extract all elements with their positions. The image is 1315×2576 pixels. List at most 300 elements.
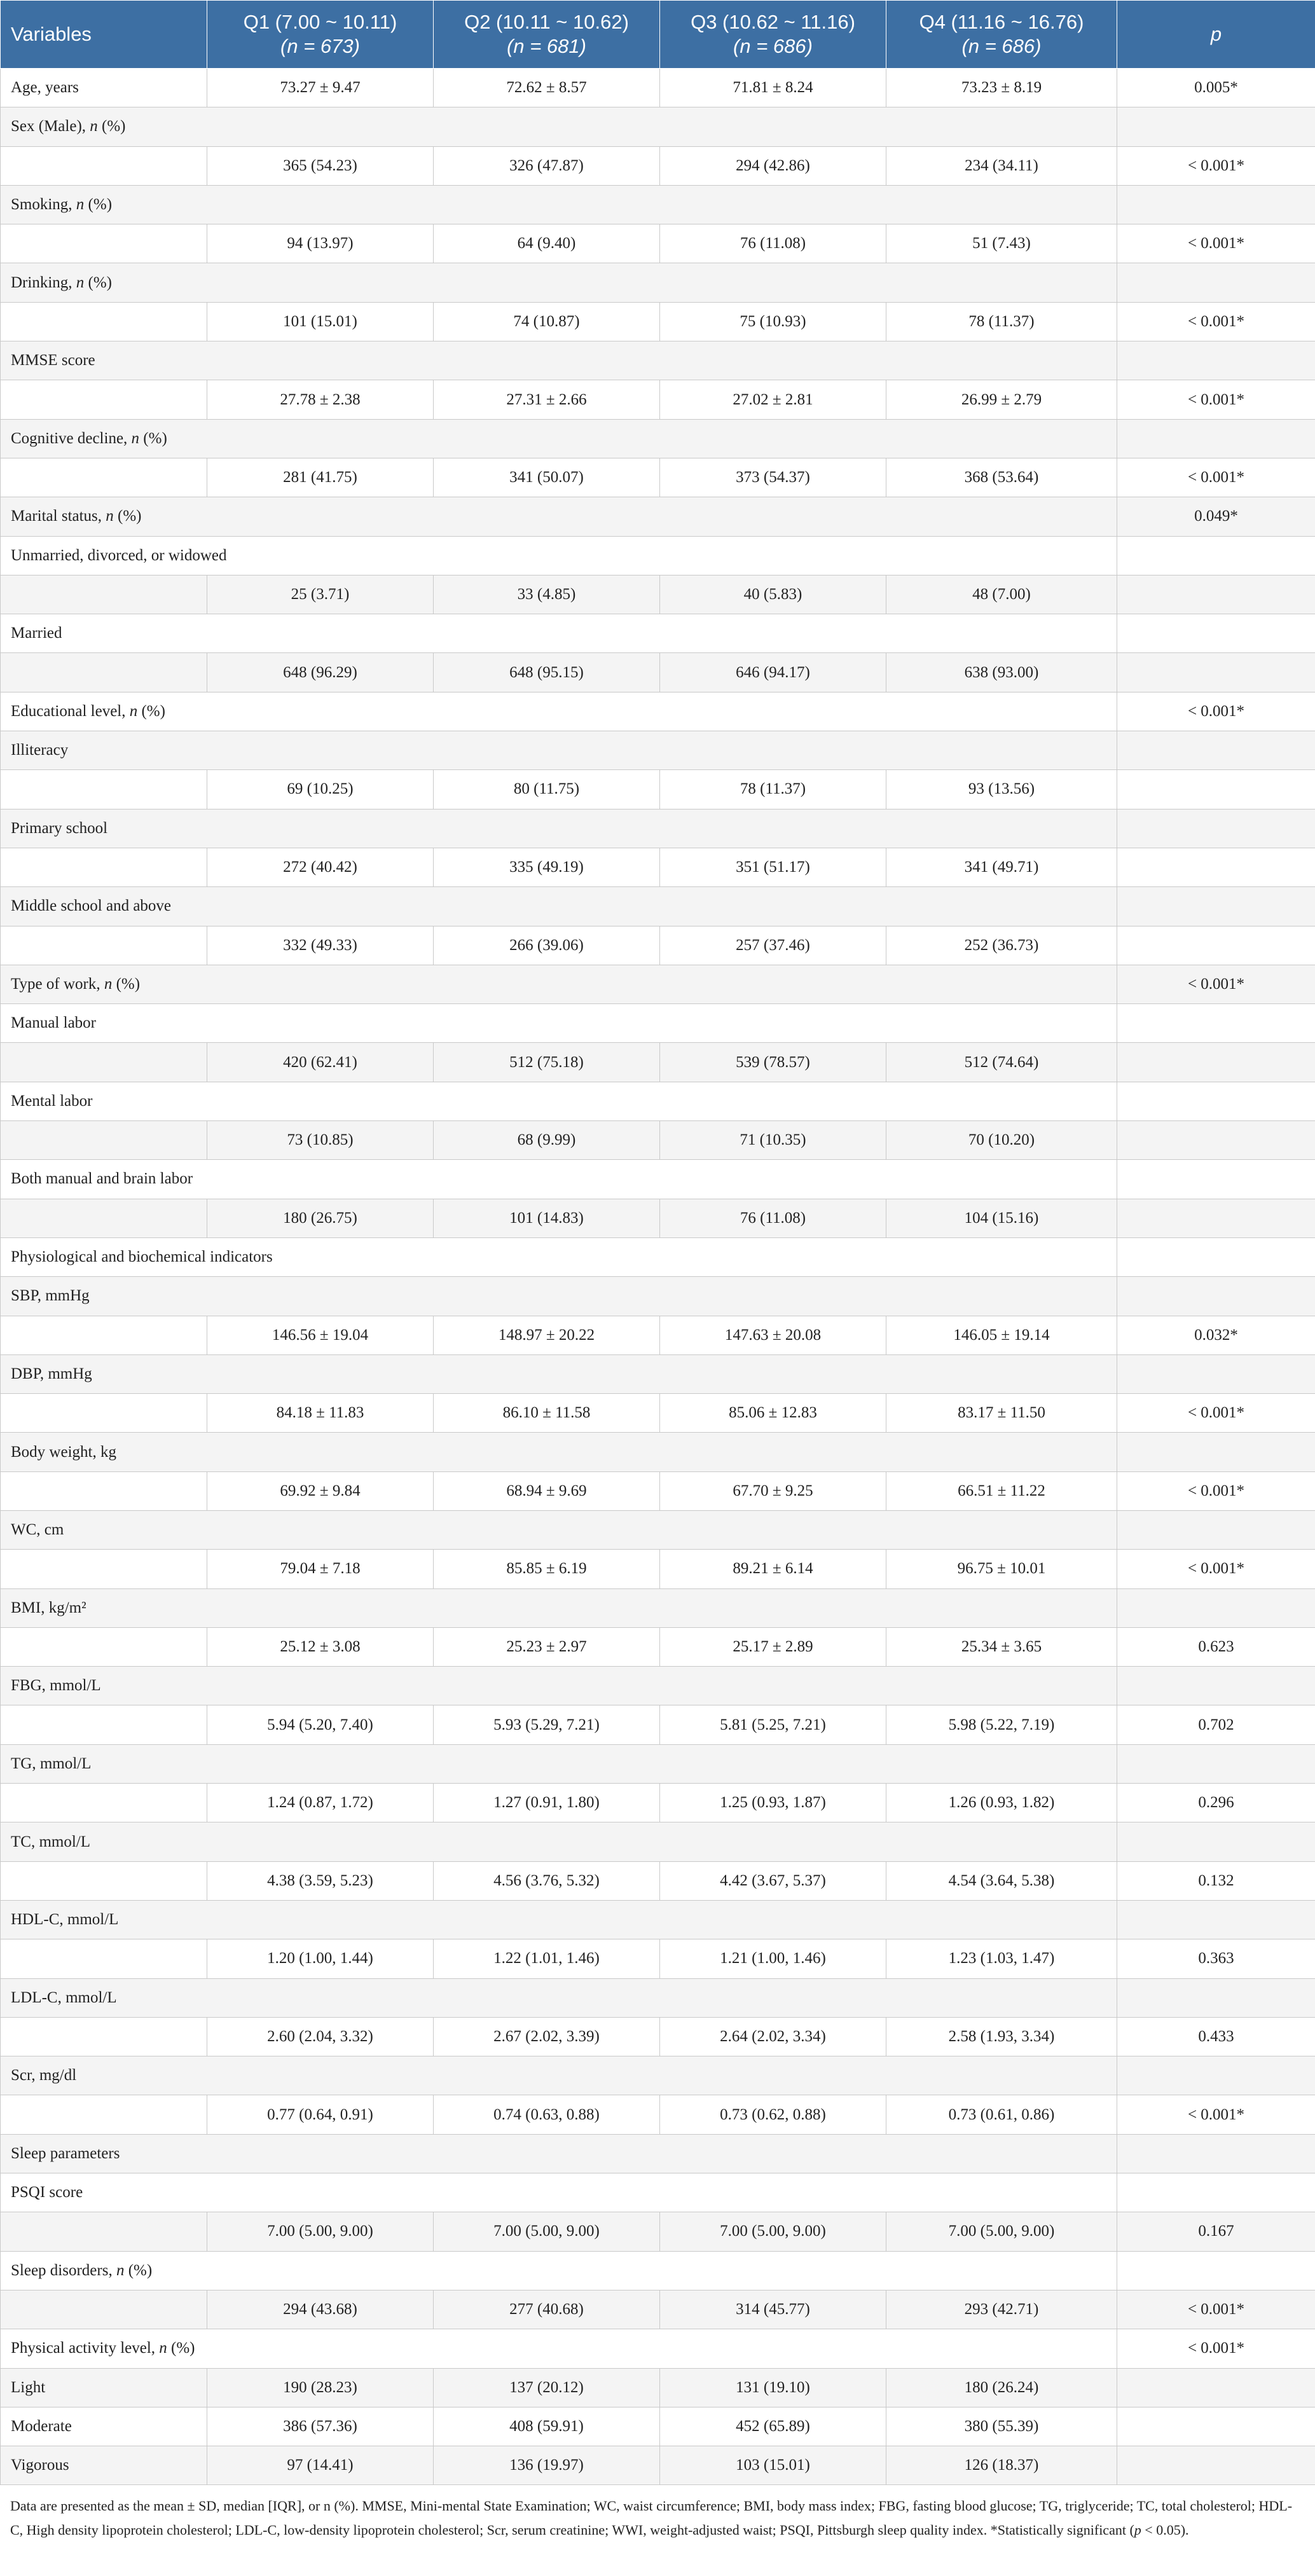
q3-value-cell: 5.81 (5.25, 7.21) <box>660 1705 886 1744</box>
q1-value-cell: 73 (10.85) <box>207 1121 434 1160</box>
q2-value-cell: 136 (19.97) <box>434 2446 660 2485</box>
q1-value-cell: 7.00 (5.00, 9.00) <box>207 2212 434 2251</box>
q4-value-cell: 48 (7.00) <box>886 575 1117 614</box>
p-value-cell <box>1117 1978 1315 2017</box>
q4-value-cell: 146.05 ± 19.14 <box>886 1316 1117 1354</box>
variable-label: Sex (Male), n (%) <box>1 107 1117 146</box>
q3-value-cell: 1.25 (0.93, 1.87) <box>660 1784 886 1822</box>
row-label-cell <box>1 2212 207 2251</box>
table-row <box>1 458 1315 497</box>
q2-value-cell: 68 (9.99) <box>434 1121 660 1160</box>
p-value-cell <box>1117 2251 1315 2290</box>
q4-value-cell: 5.98 (5.22, 7.19) <box>886 1705 1117 1744</box>
variable-label-row <box>1 536 1315 575</box>
p-value-cell: < 0.001* <box>1117 146 1315 185</box>
q3-value-cell: 76 (11.08) <box>660 1199 886 1237</box>
q2-value-cell: 512 (75.18) <box>434 1043 660 1082</box>
p-value-cell: < 0.001* <box>1117 380 1315 419</box>
q4-value-cell: 126 (18.37) <box>886 2446 1117 2485</box>
q3-value-cell: 76 (11.08) <box>660 224 886 263</box>
q4-value-cell: 341 (49.71) <box>886 848 1117 886</box>
variable-label: Educational level, n (%) <box>1 692 1117 731</box>
q1-value-cell: 365 (54.23) <box>207 146 434 185</box>
q1-value-cell: 69.92 ± 9.84 <box>207 1471 434 1510</box>
row-label-cell <box>1 770 207 809</box>
row-label-cell <box>1 1394 207 1433</box>
variable-label: Illiteracy <box>1 731 1117 770</box>
q3-value-cell: 85.06 ± 12.83 <box>660 1394 886 1433</box>
variable-label-row <box>1 809 1315 848</box>
row-label-cell <box>1 1471 207 1510</box>
header-q1-n: (n = 673) <box>280 35 360 57</box>
p-value-cell <box>1117 1160 1315 1199</box>
variable-label-row <box>1 2251 1315 2290</box>
q4-value-cell: 252 (36.73) <box>886 926 1117 965</box>
q2-value-cell: 4.56 (3.76, 5.32) <box>434 1861 660 1900</box>
table-row <box>1 1394 1315 1433</box>
q2-value-cell: 7.00 (5.00, 9.00) <box>434 2212 660 2251</box>
q3-value-cell: 0.73 (0.62, 0.88) <box>660 2095 886 2134</box>
q1-value-cell: 97 (14.41) <box>207 2446 434 2485</box>
q4-value-cell: 70 (10.20) <box>886 1121 1117 1160</box>
variable-label: Middle school and above <box>1 887 1117 926</box>
variable-label-row <box>1 1160 1315 1199</box>
q2-value-cell: 1.27 (0.91, 1.80) <box>434 1784 660 1822</box>
q4-value-cell: 380 (55.39) <box>886 2407 1117 2446</box>
q2-value-cell: 148.97 ± 20.22 <box>434 1316 660 1354</box>
q1-value-cell: 272 (40.42) <box>207 848 434 886</box>
q1-value-cell: 648 (96.29) <box>207 653 434 692</box>
table-row <box>1 575 1315 614</box>
p-value-cell: < 0.001* <box>1117 302 1315 341</box>
table-row <box>1 224 1315 263</box>
p-value-cell <box>1117 809 1315 848</box>
p-value-cell <box>1117 1121 1315 1160</box>
table-row <box>1 2095 1315 2134</box>
q3-value-cell: 452 (65.89) <box>660 2407 886 2446</box>
header-q3 <box>660 1 886 69</box>
q1-value-cell: 25 (3.71) <box>207 575 434 614</box>
variable-label-row <box>1 107 1315 146</box>
p-value-cell: 0.623 <box>1117 1627 1315 1666</box>
p-value-cell <box>1117 848 1315 886</box>
q4-value-cell: 4.54 (3.64, 5.38) <box>886 1861 1117 1900</box>
table-row <box>1 770 1315 809</box>
p-value-cell: 0.702 <box>1117 1705 1315 1744</box>
q1-value-cell: 73.27 ± 9.47 <box>207 69 434 107</box>
table-row <box>1 1705 1315 1744</box>
variable-label-row <box>1 1978 1315 2017</box>
variable-label-row <box>1 2056 1315 2095</box>
row-label-cell <box>1 2095 207 2134</box>
q3-value-cell: 40 (5.83) <box>660 575 886 614</box>
variable-label-row <box>1 1277 1315 1316</box>
variable-label: Sleep disorders, n (%) <box>1 2251 1117 2290</box>
p-value-cell: < 0.001* <box>1117 1394 1315 1433</box>
q2-value-cell: 277 (40.68) <box>434 2290 660 2329</box>
variable-label: Physical activity level, n (%) <box>1 2329 1117 2368</box>
variable-label: MMSE score <box>1 341 1117 380</box>
row-label-cell <box>1 575 207 614</box>
q3-value-cell: 539 (78.57) <box>660 1043 886 1082</box>
q3-value-cell: 257 (37.46) <box>660 926 886 965</box>
p-value-cell <box>1117 1043 1315 1082</box>
row-label-cell <box>1 1550 207 1588</box>
q3-value-cell: 1.21 (1.00, 1.46) <box>660 1939 886 1978</box>
table-row <box>1 302 1315 341</box>
q1-value-cell: 146.56 ± 19.04 <box>207 1316 434 1354</box>
q2-value-cell: 101 (14.83) <box>434 1199 660 1237</box>
p-value-cell: < 0.001* <box>1117 2290 1315 2329</box>
p-value-cell <box>1117 1744 1315 1783</box>
variable-label-row <box>1 2329 1315 2368</box>
q4-value-cell: 368 (53.64) <box>886 458 1117 497</box>
q1-value-cell: 84.18 ± 11.83 <box>207 1394 434 1433</box>
q1-value-cell: 25.12 ± 3.08 <box>207 1627 434 1666</box>
p-value-cell: < 0.001* <box>1117 1550 1315 1588</box>
variable-label-row <box>1 1822 1315 1861</box>
q4-value-cell: 78 (11.37) <box>886 302 1117 341</box>
q3-value-cell: 103 (15.01) <box>660 2446 886 2485</box>
variable-label-row <box>1 1744 1315 1783</box>
p-value-cell <box>1117 926 1315 965</box>
q3-value-cell: 2.64 (2.02, 3.34) <box>660 2017 886 2056</box>
table-row <box>1 1043 1315 1082</box>
row-label-cell <box>1 458 207 497</box>
variable-label-row <box>1 887 1315 926</box>
p-value-cell <box>1117 1082 1315 1120</box>
variable-label: Mental labor <box>1 1082 1117 1120</box>
row-label-cell <box>1 848 207 886</box>
variable-label: Unmarried, divorced, or widowed <box>1 536 1117 575</box>
variable-label-row <box>1 1588 1315 1627</box>
table-row <box>1 848 1315 886</box>
variable-label: TC, mmol/L <box>1 1822 1117 1861</box>
row-label-cell <box>1 1121 207 1160</box>
q1-value-cell: 4.38 (3.59, 5.23) <box>207 1861 434 1900</box>
p-value-cell: < 0.001* <box>1117 2329 1315 2368</box>
p-value-cell <box>1117 107 1315 146</box>
row-label-cell <box>1 146 207 185</box>
q4-value-cell: 180 (26.24) <box>886 2368 1117 2407</box>
table-row <box>1 2017 1315 2056</box>
variable-label-row <box>1 2134 1315 2173</box>
header-variables: Variables <box>1 1 207 69</box>
variable-label: LDL-C, mmol/L <box>1 1978 1117 2017</box>
variable-label-row <box>1 1667 1315 1705</box>
row-label-cell <box>1 224 207 263</box>
table-row <box>1 2368 1315 2407</box>
q1-value-cell: 180 (26.75) <box>207 1199 434 1237</box>
p-value-cell <box>1117 185 1315 224</box>
row-label-cell <box>1 2017 207 2056</box>
p-value-cell: < 0.001* <box>1117 224 1315 263</box>
row-label-cell <box>1 302 207 341</box>
p-value-cell: 0.132 <box>1117 1861 1315 1900</box>
q1-value-cell: 386 (57.36) <box>207 2407 434 2446</box>
header-p-value: p <box>1117 1 1315 69</box>
table-row <box>1 1316 1315 1354</box>
variable-label-row <box>1 1237 1315 1276</box>
q4-value-cell: 0.73 (0.61, 0.86) <box>886 2095 1117 2134</box>
table-row <box>1 926 1315 965</box>
variable-label: Physiological and biochemical indicators <box>1 1237 1117 1276</box>
table-footnote: Data are presented as the mean ± SD, median [IQR], or n (%). MMSE, Mini-mental State Examination; WC, waist circumference; BMI, body mass index; FBG, fasting blood glucose; TG, triglyceride; TC, total cholesterol; HDL-C, High density lipoprotein cholesterol; LDL-C, low-density lipoprotein cholesterol; Scr, serum creatinine; WWI, weight-adjusted waist; PSQI, Pittsburgh sleep quality index. *Statistically significant (p < 0.05). <box>10 2498 1293 2538</box>
row-label-cell: Light <box>1 2368 207 2407</box>
table-row <box>1 1861 1315 1900</box>
table-row <box>1 653 1315 692</box>
variable-label-row <box>1 497 1315 536</box>
q2-value-cell: 137 (20.12) <box>434 2368 660 2407</box>
variable-label: TG, mmol/L <box>1 1744 1117 1783</box>
p-value-cell <box>1117 2407 1315 2446</box>
variable-label: DBP, mmHg <box>1 1354 1117 1393</box>
row-label-cell <box>1 1861 207 1900</box>
q3-value-cell: 147.63 ± 20.08 <box>660 1316 886 1354</box>
q4-value-cell: 234 (34.11) <box>886 146 1117 185</box>
table-row <box>1 69 1315 107</box>
q2-value-cell: 80 (11.75) <box>434 770 660 809</box>
q1-value-cell: 2.60 (2.04, 3.32) <box>207 2017 434 2056</box>
variable-label: HDL-C, mmol/L <box>1 1900 1117 1939</box>
q4-value-cell: 293 (42.71) <box>886 2290 1117 2329</box>
q4-value-cell: 512 (74.64) <box>886 1043 1117 1082</box>
row-label-cell <box>1 2290 207 2329</box>
table-row <box>1 1121 1315 1160</box>
p-value-cell <box>1117 1822 1315 1861</box>
q4-value-cell: 7.00 (5.00, 9.00) <box>886 2212 1117 2251</box>
variable-label: PSQI score <box>1 2173 1117 2212</box>
variable-label: FBG, mmol/L <box>1 1667 1117 1705</box>
q2-value-cell: 5.93 (5.29, 7.21) <box>434 1705 660 1744</box>
p-value-cell <box>1117 2134 1315 2173</box>
p-value-cell: 0.032* <box>1117 1316 1315 1354</box>
header-q2-range: Q2 (10.11 ~ 10.62) <box>464 11 629 33</box>
q2-value-cell: 408 (59.91) <box>434 2407 660 2446</box>
variable-label: Cognitive decline, n (%) <box>1 419 1117 458</box>
q4-value-cell: 51 (7.43) <box>886 224 1117 263</box>
q2-value-cell: 64 (9.40) <box>434 224 660 263</box>
q1-value-cell: 79.04 ± 7.18 <box>207 1550 434 1588</box>
p-value-cell <box>1117 614 1315 653</box>
q4-value-cell: 25.34 ± 3.65 <box>886 1627 1117 1666</box>
p-value-cell: 0.296 <box>1117 1784 1315 1822</box>
table-row <box>1 1939 1315 1978</box>
q2-value-cell: 1.22 (1.01, 1.46) <box>434 1939 660 1978</box>
q1-value-cell: 5.94 (5.20, 7.40) <box>207 1705 434 1744</box>
q1-value-cell: 27.78 ± 2.38 <box>207 380 434 419</box>
variable-label: Scr, mg/dl <box>1 2056 1117 2095</box>
variable-label: Type of work, n (%) <box>1 965 1117 1003</box>
header-q2-n: (n = 681) <box>507 35 586 57</box>
variable-label: Both manual and brain labor <box>1 1160 1117 1199</box>
q3-value-cell: 7.00 (5.00, 9.00) <box>660 2212 886 2251</box>
row-label-cell <box>1 1627 207 1666</box>
q3-value-cell: 131 (19.10) <box>660 2368 886 2407</box>
variable-label: Married <box>1 614 1117 653</box>
p-value-cell: 0.167 <box>1117 2212 1315 2251</box>
p-value-cell <box>1117 263 1315 302</box>
variable-label-row <box>1 614 1315 653</box>
p-value-cell <box>1117 1667 1315 1705</box>
q4-value-cell: 83.17 ± 11.50 <box>886 1394 1117 1433</box>
q4-value-cell: 93 (13.56) <box>886 770 1117 809</box>
p-value-cell <box>1117 1510 1315 1549</box>
q2-value-cell: 648 (95.15) <box>434 653 660 692</box>
q1-value-cell: 294 (43.68) <box>207 2290 434 2329</box>
header-q1 <box>207 1 434 69</box>
q3-value-cell: 351 (51.17) <box>660 848 886 886</box>
q2-value-cell: 335 (49.19) <box>434 848 660 886</box>
q2-value-cell: 27.31 ± 2.66 <box>434 380 660 419</box>
p-value-cell: < 0.001* <box>1117 1471 1315 1510</box>
row-label-cell: Vigorous <box>1 2446 207 2485</box>
p-value-cell <box>1117 731 1315 770</box>
p-value-cell <box>1117 1354 1315 1393</box>
q2-value-cell: 2.67 (2.02, 3.39) <box>434 2017 660 2056</box>
p-value-cell <box>1117 653 1315 692</box>
variable-label-row <box>1 185 1315 224</box>
q1-value-cell: 1.24 (0.87, 1.72) <box>207 1784 434 1822</box>
row-label-cell <box>1 1784 207 1822</box>
p-value-cell <box>1117 1004 1315 1043</box>
table-row <box>1 2212 1315 2251</box>
variable-label-row <box>1 1900 1315 1939</box>
variable-label-row <box>1 731 1315 770</box>
table-row <box>1 1199 1315 1237</box>
variable-label-row <box>1 692 1315 731</box>
q3-value-cell: 67.70 ± 9.25 <box>660 1471 886 1510</box>
q4-value-cell: 2.58 (1.93, 3.34) <box>886 2017 1117 2056</box>
header-q3-n: (n = 686) <box>733 35 813 57</box>
q3-value-cell: 25.17 ± 2.89 <box>660 1627 886 1666</box>
q4-value-cell: 26.99 ± 2.79 <box>886 380 1117 419</box>
q1-value-cell: 420 (62.41) <box>207 1043 434 1082</box>
variable-label-row <box>1 965 1315 1003</box>
q2-value-cell: 85.85 ± 6.19 <box>434 1550 660 1588</box>
q3-value-cell: 294 (42.86) <box>660 146 886 185</box>
q3-value-cell: 78 (11.37) <box>660 770 886 809</box>
q2-value-cell: 74 (10.87) <box>434 302 660 341</box>
q4-value-cell: 96.75 ± 10.01 <box>886 1550 1117 1588</box>
variable-label-row <box>1 1354 1315 1393</box>
variable-label: Drinking, n (%) <box>1 263 1117 302</box>
p-value-cell <box>1117 770 1315 809</box>
row-label-cell: Age, years <box>1 69 207 107</box>
row-label-cell <box>1 1316 207 1354</box>
q2-value-cell: 341 (50.07) <box>434 458 660 497</box>
table-body <box>1 69 1315 2485</box>
row-label-cell <box>1 1199 207 1237</box>
q2-value-cell: 266 (39.06) <box>434 926 660 965</box>
p-value-cell <box>1117 1588 1315 1627</box>
p-value-cell <box>1117 1277 1315 1316</box>
p-value-cell: 0.433 <box>1117 2017 1315 2056</box>
p-value-cell <box>1117 341 1315 380</box>
p-value-cell: < 0.001* <box>1117 965 1315 1003</box>
table-row <box>1 1627 1315 1666</box>
p-value-cell <box>1117 536 1315 575</box>
p-value-cell: < 0.001* <box>1117 458 1315 497</box>
variable-label: Primary school <box>1 809 1117 848</box>
header-q4 <box>886 1 1117 69</box>
variable-label: Manual labor <box>1 1004 1117 1043</box>
variable-label: Smoking, n (%) <box>1 185 1117 224</box>
q4-value-cell: 104 (15.16) <box>886 1199 1117 1237</box>
p-value-cell <box>1117 1433 1315 1471</box>
header-q1-range: Q1 (7.00 ~ 10.11) <box>243 11 397 33</box>
q2-value-cell: 86.10 ± 11.58 <box>434 1394 660 1433</box>
q3-value-cell: 71.81 ± 8.24 <box>660 69 886 107</box>
q1-value-cell: 1.20 (1.00, 1.44) <box>207 1939 434 1978</box>
variable-label: Body weight, kg <box>1 1433 1117 1471</box>
q1-value-cell: 69 (10.25) <box>207 770 434 809</box>
variable-label-row <box>1 263 1315 302</box>
p-value-cell: 0.005* <box>1117 69 1315 107</box>
q4-value-cell: 1.26 (0.93, 1.82) <box>886 1784 1117 1822</box>
variable-label: Sleep parameters <box>1 2134 1117 2173</box>
table-row <box>1 2290 1315 2329</box>
p-value-cell <box>1117 2173 1315 2212</box>
p-value-cell <box>1117 1237 1315 1276</box>
variable-label-row <box>1 1510 1315 1549</box>
header-row <box>1 1 1315 69</box>
table-row <box>1 1784 1315 1822</box>
p-value-cell <box>1117 2446 1315 2485</box>
q3-value-cell: 75 (10.93) <box>660 302 886 341</box>
table-row <box>1 2446 1315 2485</box>
header-q2 <box>434 1 660 69</box>
p-value-cell <box>1117 2368 1315 2407</box>
q1-value-cell: 332 (49.33) <box>207 926 434 965</box>
variable-label-row <box>1 1433 1315 1471</box>
variable-label: SBP, mmHg <box>1 1277 1117 1316</box>
row-label-cell <box>1 653 207 692</box>
p-value-cell: < 0.001* <box>1117 2095 1315 2134</box>
p-value-cell <box>1117 575 1315 614</box>
variable-label: BMI, kg/m² <box>1 1588 1117 1627</box>
q1-value-cell: 101 (15.01) <box>207 302 434 341</box>
q1-value-cell: 190 (28.23) <box>207 2368 434 2407</box>
q4-value-cell: 1.23 (1.03, 1.47) <box>886 1939 1117 1978</box>
header-q3-range: Q3 (10.62 ~ 11.16) <box>691 11 855 33</box>
q3-value-cell: 71 (10.35) <box>660 1121 886 1160</box>
variable-label-row <box>1 2173 1315 2212</box>
p-value-cell: < 0.001* <box>1117 692 1315 731</box>
q1-value-cell: 94 (13.97) <box>207 224 434 263</box>
q3-value-cell: 373 (54.37) <box>660 458 886 497</box>
p-value-cell <box>1117 1199 1315 1237</box>
q4-value-cell: 66.51 ± 11.22 <box>886 1471 1117 1510</box>
p-value-cell: 0.049* <box>1117 497 1315 536</box>
table-row <box>1 146 1315 185</box>
q4-value-cell: 638 (93.00) <box>886 653 1117 692</box>
table-row <box>1 2407 1315 2446</box>
q2-value-cell: 25.23 ± 2.97 <box>434 1627 660 1666</box>
row-label-cell <box>1 1705 207 1744</box>
variable-label: Marital status, n (%) <box>1 497 1117 536</box>
variable-label-row <box>1 419 1315 458</box>
row-label-cell <box>1 380 207 419</box>
q3-value-cell: 4.42 (3.67, 5.37) <box>660 1861 886 1900</box>
p-value-cell <box>1117 2056 1315 2095</box>
table-row <box>1 1471 1315 1510</box>
q2-value-cell: 33 (4.85) <box>434 575 660 614</box>
header-q4-range: Q4 (11.16 ~ 16.76) <box>919 11 1084 33</box>
row-label-cell <box>1 926 207 965</box>
row-label-cell: Moderate <box>1 2407 207 2446</box>
variable-label-row <box>1 1082 1315 1120</box>
